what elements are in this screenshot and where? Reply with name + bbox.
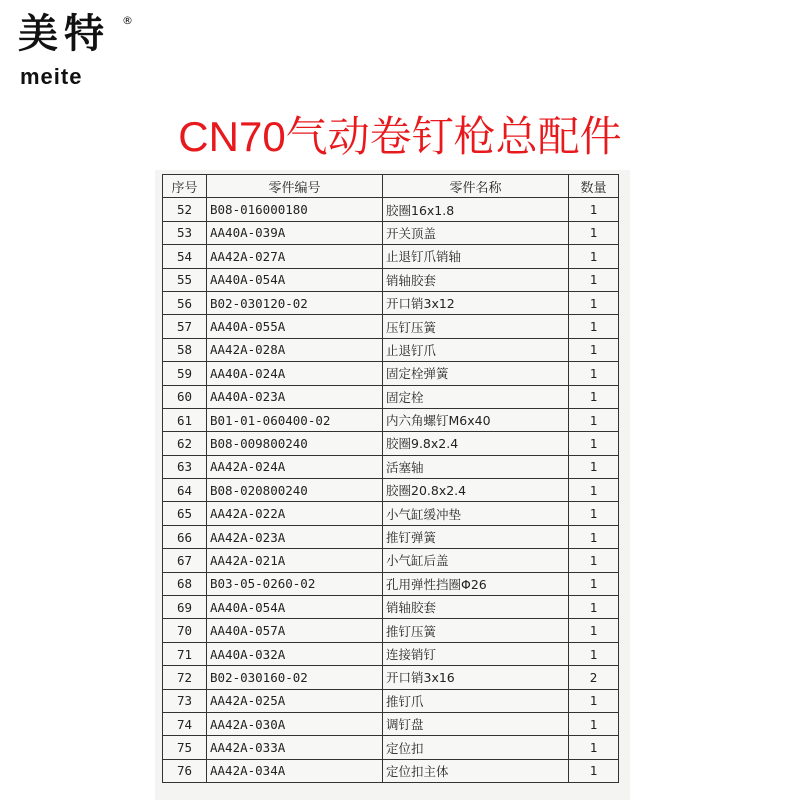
part-code-cell: AA40A-032A	[207, 642, 383, 665]
part-seq-cell: 58	[163, 338, 207, 361]
part-name-cell: 开口销3x16	[383, 666, 569, 689]
table-row	[163, 479, 619, 502]
part-qty-cell: 1	[569, 479, 619, 502]
part-qty-cell: 1	[569, 198, 619, 221]
part-seq-cell: 70	[163, 619, 207, 642]
part-seq-cell: 54	[163, 245, 207, 268]
part-name-cell: 连接销钉	[383, 642, 569, 665]
part-code-cell: AA40A-054A	[207, 596, 383, 619]
part-seq-cell: 74	[163, 712, 207, 735]
part-code-cell: AA42A-022A	[207, 502, 383, 525]
part-seq-cell: 75	[163, 736, 207, 759]
part-code-cell: B02-030120-02	[207, 291, 383, 314]
table-row	[163, 221, 619, 244]
part-code-cell: AA40A-054A	[207, 268, 383, 291]
table-row	[163, 689, 619, 712]
part-code-cell: AA40A-039A	[207, 221, 383, 244]
part-seq-cell: 57	[163, 315, 207, 338]
part-code-cell: B03-05-0260-02	[207, 572, 383, 595]
part-name-cell: 推钉爪	[383, 689, 569, 712]
part-code-cell: AA42A-028A	[207, 338, 383, 361]
part-code-cell: AA42A-024A	[207, 455, 383, 478]
part-name-cell: 调钉盘	[383, 712, 569, 735]
part-code-cell: AA40A-057A	[207, 619, 383, 642]
part-qty-cell: 1	[569, 712, 619, 735]
part-code-cell: AA42A-034A	[207, 759, 383, 782]
part-qty-cell: 1	[569, 245, 619, 268]
brand-logo	[18, 10, 133, 90]
table-row	[163, 666, 619, 689]
part-seq-cell: 61	[163, 408, 207, 431]
table-row	[163, 596, 619, 619]
part-name-cell: 止退钉爪	[383, 338, 569, 361]
part-qty-cell: 1	[569, 572, 619, 595]
part-qty-cell: 1	[569, 455, 619, 478]
table-row	[163, 455, 619, 478]
table-row	[163, 525, 619, 548]
part-qty-cell: 1	[569, 362, 619, 385]
part-name-cell: 压钉压簧	[383, 315, 569, 338]
part-qty-cell: 1	[569, 385, 619, 408]
part-seq-cell: 64	[163, 479, 207, 502]
page-title: CN70气动卷钉枪总配件	[178, 113, 622, 160]
part-code-cell: B08-009800240	[207, 432, 383, 455]
part-name-cell: 开关顶盖	[383, 221, 569, 244]
part-qty-cell: 1	[569, 642, 619, 665]
part-name-cell: 销轴胶套	[383, 596, 569, 619]
part-name-cell: 推钉弹簧	[383, 525, 569, 548]
part-qty-cell: 1	[569, 689, 619, 712]
table-row	[163, 736, 619, 759]
part-seq-cell: 68	[163, 572, 207, 595]
part-name-cell: 止退钉爪销轴	[383, 245, 569, 268]
part-seq-cell: 62	[163, 432, 207, 455]
part-name-cell: 推钉压簧	[383, 619, 569, 642]
part-seq-cell: 72	[163, 666, 207, 689]
header-name: 零件名称	[383, 175, 569, 198]
brand-name-en: meite	[20, 64, 83, 89]
part-qty-cell: 1	[569, 432, 619, 455]
table-row	[163, 502, 619, 525]
table-row	[163, 759, 619, 782]
part-seq-cell: 71	[163, 642, 207, 665]
part-name-cell: 定位扣主体	[383, 759, 569, 782]
part-qty-cell: 2	[569, 666, 619, 689]
part-name-cell: 胶圈9.8x2.4	[383, 432, 569, 455]
table-row	[163, 549, 619, 572]
part-seq-cell: 73	[163, 689, 207, 712]
table-row	[163, 338, 619, 361]
parts-table-body	[163, 198, 619, 783]
part-seq-cell: 60	[163, 385, 207, 408]
part-code-cell: AA42A-025A	[207, 689, 383, 712]
part-name-cell: 活塞轴	[383, 455, 569, 478]
header-seq: 序号	[163, 175, 207, 198]
parts-table	[162, 174, 619, 783]
part-code-cell: AA40A-024A	[207, 362, 383, 385]
part-code-cell: B08-020800240	[207, 479, 383, 502]
part-code-cell: AA42A-021A	[207, 549, 383, 572]
part-name-cell: 孔用弹性挡圈Φ26	[383, 572, 569, 595]
table-row	[163, 268, 619, 291]
brand-name-cn: 美特	[18, 10, 110, 57]
header-code: 零件编号	[207, 175, 383, 198]
part-seq-cell: 63	[163, 455, 207, 478]
part-name-cell: 小气缸后盖	[383, 549, 569, 572]
table-row	[163, 198, 619, 221]
part-seq-cell: 76	[163, 759, 207, 782]
table-row	[163, 362, 619, 385]
part-qty-cell: 1	[569, 619, 619, 642]
part-seq-cell: 55	[163, 268, 207, 291]
part-name-cell: 定位扣	[383, 736, 569, 759]
part-code-cell: B08-016000180	[207, 198, 383, 221]
part-qty-cell: 1	[569, 338, 619, 361]
part-name-cell: 固定栓	[383, 385, 569, 408]
part-qty-cell: 1	[569, 315, 619, 338]
part-qty-cell: 1	[569, 291, 619, 314]
part-name-cell: 内六角螺钉M6x40	[383, 408, 569, 431]
part-name-cell: 开口销3x12	[383, 291, 569, 314]
table-row	[163, 619, 619, 642]
header-qty: 数量	[569, 175, 619, 198]
table-row	[163, 245, 619, 268]
part-code-cell: AA40A-023A	[207, 385, 383, 408]
table-row	[163, 642, 619, 665]
table-row	[163, 385, 619, 408]
part-code-cell: B01-01-060400-02	[207, 408, 383, 431]
part-seq-cell: 52	[163, 198, 207, 221]
part-name-cell: 胶圈20.8x2.4	[383, 479, 569, 502]
table-row	[163, 432, 619, 455]
table-row	[163, 315, 619, 338]
part-qty-cell: 1	[569, 525, 619, 548]
part-seq-cell: 56	[163, 291, 207, 314]
part-code-cell: AA42A-027A	[207, 245, 383, 268]
part-qty-cell: 1	[569, 502, 619, 525]
part-seq-cell: 53	[163, 221, 207, 244]
part-code-cell: AA42A-030A	[207, 712, 383, 735]
registered-mark: ®	[122, 14, 133, 27]
part-qty-cell: 1	[569, 268, 619, 291]
part-code-cell: AA42A-023A	[207, 525, 383, 548]
table-row	[163, 291, 619, 314]
part-seq-cell: 66	[163, 525, 207, 548]
part-name-cell: 固定栓弹簧	[383, 362, 569, 385]
part-qty-cell: 1	[569, 549, 619, 572]
part-qty-cell: 1	[569, 736, 619, 759]
part-code-cell: AA42A-033A	[207, 736, 383, 759]
table-row	[163, 572, 619, 595]
part-seq-cell: 69	[163, 596, 207, 619]
part-name-cell: 销轴胶套	[383, 268, 569, 291]
part-code-cell: B02-030160-02	[207, 666, 383, 689]
table-row	[163, 712, 619, 735]
part-name-cell: 小气缸缓冲垫	[383, 502, 569, 525]
part-seq-cell: 67	[163, 549, 207, 572]
part-qty-cell: 1	[569, 408, 619, 431]
part-qty-cell: 1	[569, 596, 619, 619]
part-qty-cell: 1	[569, 759, 619, 782]
part-seq-cell: 65	[163, 502, 207, 525]
table-row	[163, 408, 619, 431]
part-code-cell: AA40A-055A	[207, 315, 383, 338]
table-header-row	[163, 175, 619, 198]
part-qty-cell: 1	[569, 221, 619, 244]
part-seq-cell: 59	[163, 362, 207, 385]
part-name-cell: 胶圈16x1.8	[383, 198, 569, 221]
